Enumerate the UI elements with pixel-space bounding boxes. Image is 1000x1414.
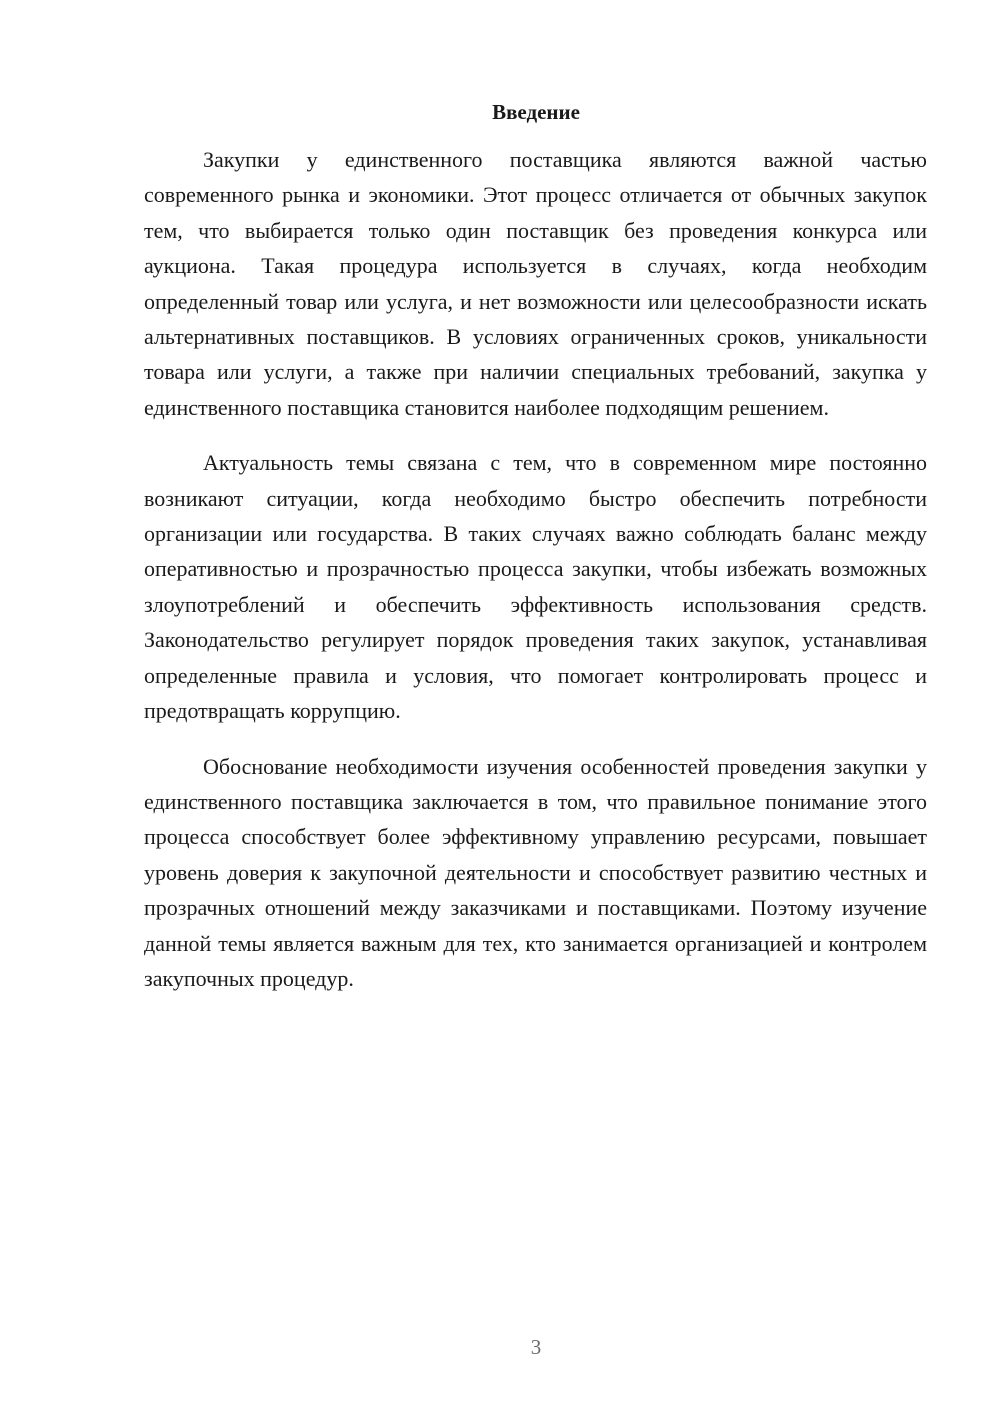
page-number: 3 [530, 1335, 542, 1359]
paragraph-introduction: Закупки у единственного поставщика являются важной частью современного рынка и экономики. Этот процесс отличается от обычных закупок тем, что выбирается только один поставщик без проведения конкурса или аукциона. Такая процедура используется в случаях, когда необходим определенный товар или услуга, и нет возможности или целесообразности искать альтернативных поставщиков. В условиях ограниченных сроков, уникальности товара или услуги, а также при наличии специальных требований, закупка у единственного поставщика становится наиболее подходящим решением. [144, 147, 927, 420]
paragraph-justification: Обоснование необходимости изучения особенностей проведения закупки у единственного поставщика заключается в том, что правильное понимание этого процесса способствует более эффективному управлению ресурсами, повышает уровень доверия к закупочной деятельности и способствует развитию честных и прозрачных отношений между заказчиками и поставщиками. Поэтому изучение данной темы является важным для тех, кто занимается организацией и контролем закупочных процедур. [144, 753, 927, 991]
section-heading: Введение [492, 100, 580, 124]
paragraph-relevance: Актуальность темы связана с тем, что в современном мире постоянно возникают ситуации, когда необходимо быстро обеспечить потребности организации или государства. В таких случаях важно соблюдать баланс между оперативностью и прозрачностью процесса закупки, чтобы избежать возможных злоупотреблений и обеспечить эффективность использования средств. Законодательство регулирует порядок проведения таких закупок, устанавливая определенные правила и условия, что помогает контролировать процесс и предотвращать коррупцию. [144, 450, 927, 724]
body-text [144, 142, 927, 1016]
